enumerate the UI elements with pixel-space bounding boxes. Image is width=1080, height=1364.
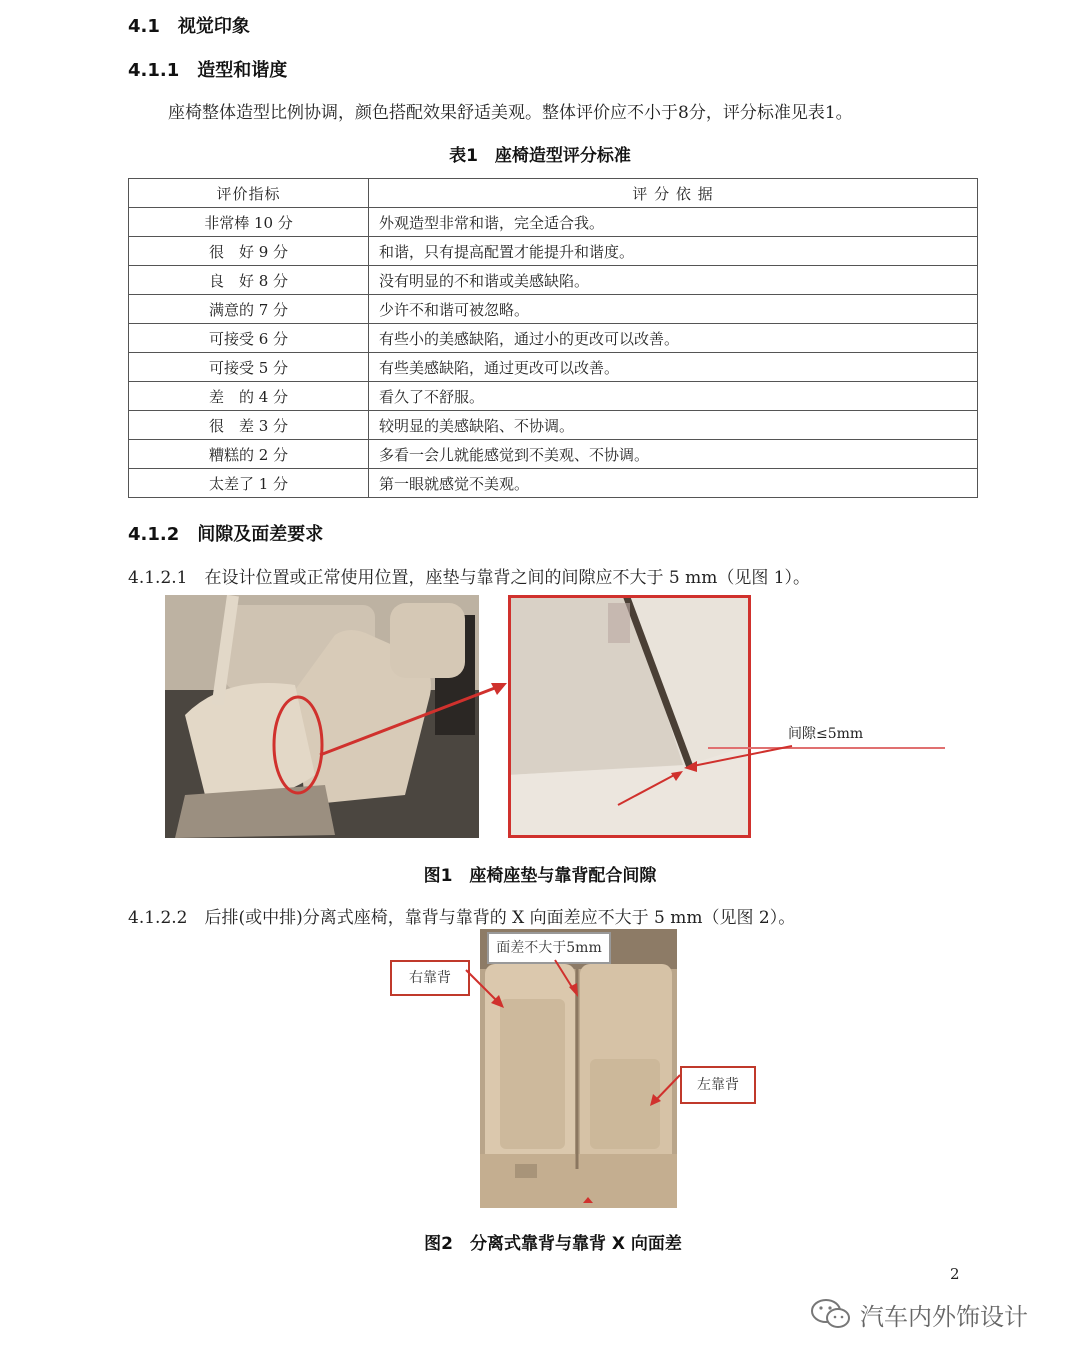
criteria-cell: 较明显的美感缺陷、不协调。	[369, 411, 978, 440]
criteria-cell: 第一眼就感觉不美观。	[369, 469, 978, 498]
grade-cell: 很 好 9 分	[129, 237, 369, 266]
criteria-cell: 看久了不舒服。	[369, 382, 978, 411]
criteria-cell: 有些小的美感缺陷，通过小的更改可以改善。	[369, 324, 978, 353]
figure2-caption: 图2 分离式靠背与靠背 X 向面差	[424, 1234, 682, 1254]
grade-cell: 太差了 1 分	[129, 469, 369, 498]
paragraph-gap-requirement: 4.1.2.1 在设计位置或正常使用位置，座垫与靠背之间的间隙应不大于 5 mm（见图 1）。	[128, 568, 811, 588]
criteria-cell: 有些美感缺陷，通过更改可以改善。	[369, 353, 978, 382]
grade-cell: 可接受 5 分	[129, 353, 369, 382]
watermark	[808, 1296, 1028, 1332]
criteria-cell: 少许不和谐可被忽略。	[369, 295, 978, 324]
wechat-icon	[808, 1296, 854, 1332]
grade-cell: 良 好 8 分	[129, 266, 369, 295]
grade-cell: 可接受 6 分	[129, 324, 369, 353]
table1-caption: 表1 座椅造型评分标准	[449, 146, 631, 166]
grade-cell: 满意的 7 分	[129, 295, 369, 324]
criteria-cell: 多看一会儿就能感觉到不美观、不协调。	[369, 440, 978, 469]
paragraph-harmony: 座椅整体造型比例协调，颜色搭配效果舒适美观。整体评价应不小于8分，评分标准见表1。	[168, 103, 853, 123]
grade-cell: 差 的 4 分	[129, 382, 369, 411]
offset-limit-callout: 面差不大于5mm	[487, 932, 611, 964]
section-4-1-heading: 4.1 视觉印象	[128, 16, 250, 37]
grade-cell: 很 差 3 分	[129, 411, 369, 440]
page-number: 2	[950, 1265, 960, 1283]
criteria-cell: 和谐，只有提高配置才能提升和谐度。	[369, 237, 978, 266]
section-4-1-1-heading: 4.1.1 造型和谐度	[128, 60, 288, 81]
grade-cell: 非常棒 10 分	[129, 208, 369, 237]
gap-label: 间隙≤5mm	[788, 726, 864, 742]
column-header-basis: 评 分 依 据	[369, 179, 978, 208]
left-backrest-callout: 左靠背	[680, 1066, 756, 1104]
figure1-caption: 图1 座椅座垫与靠背配合间隙	[423, 866, 657, 886]
paragraph-x-offset-requirement: 4.1.2.2 后排(或中排)分离式座椅，靠背与靠背的 X 向面差应不大于 5 mm（见图 2）。	[128, 908, 796, 928]
criteria-cell: 没有明显的不和谐或美感缺陷。	[369, 266, 978, 295]
section-4-1-2-heading: 4.1.2 间隙及面差要求	[128, 524, 324, 545]
criteria-cell: 外观造型非常和谐，完全适合我。	[369, 208, 978, 237]
right-backrest-arrow	[466, 970, 500, 1004]
watermark-text: 汽车内外饰设计	[860, 1302, 1028, 1331]
grade-cell: 糟糕的 2 分	[129, 440, 369, 469]
left-backrest-arrow	[654, 1075, 680, 1102]
right-backrest-callout: 右靠背	[390, 960, 470, 996]
column-header-indicator: 评价指标	[129, 179, 369, 208]
